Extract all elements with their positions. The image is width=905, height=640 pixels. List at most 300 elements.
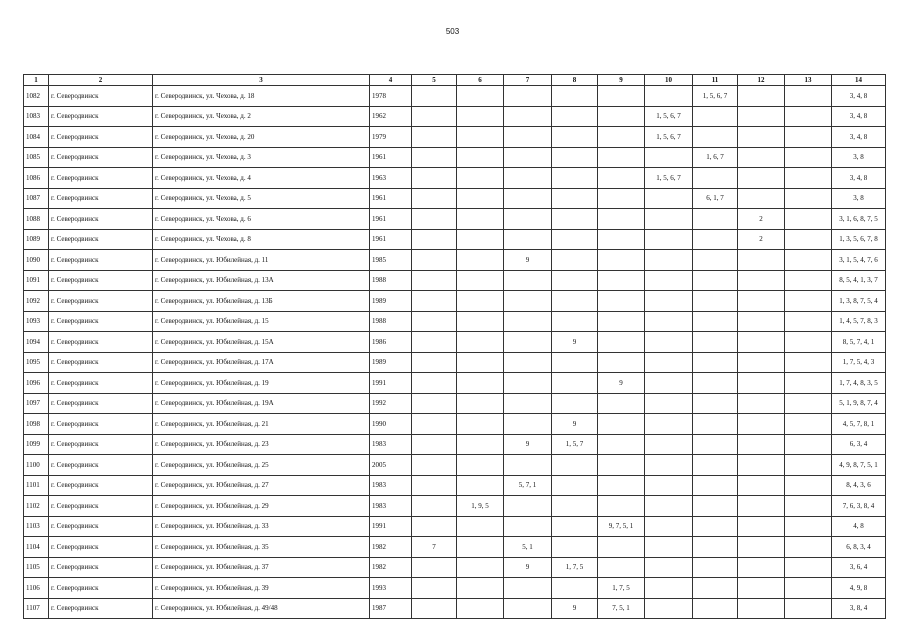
table-cell-col-6 (457, 578, 504, 599)
table-cell-col-6 (457, 434, 504, 455)
table-cell-col-6 (457, 373, 504, 394)
page-number: 503 (445, 27, 460, 36)
table-cell-col-6 (457, 147, 504, 168)
table-cell-col-3: г. Северодвинск, ул. Чехова, д. 20 (153, 127, 370, 148)
table-cell-col-12 (738, 311, 785, 332)
table-cell-col-12 (738, 352, 785, 373)
table-cell-col-10 (645, 557, 693, 578)
table-cell-col-9: 7, 5, 1 (598, 598, 645, 619)
table-cell-col-12 (738, 250, 785, 271)
table-cell-col-5 (412, 496, 457, 517)
table-cell-col-14: 1, 3, 8, 7, 5, 4 (832, 291, 886, 312)
table-cell-col-7: 9 (504, 434, 552, 455)
table-row (24, 311, 886, 332)
table-cell-col-10 (645, 578, 693, 599)
table-cell-col-5 (412, 578, 457, 599)
table-cell-col-1: 1094 (24, 332, 49, 353)
table-cell-col-7 (504, 127, 552, 148)
table-cell-col-6 (457, 168, 504, 189)
table-cell-col-7 (504, 373, 552, 394)
table-cell-col-3: г. Северодвинск, ул. Юбилейная, д. 19А (153, 393, 370, 414)
table-cell-col-1: 1084 (24, 127, 49, 148)
table-cell-col-1: 1104 (24, 537, 49, 558)
table-cell-col-10 (645, 209, 693, 230)
table-cell-col-7 (504, 311, 552, 332)
table-cell-col-1: 1102 (24, 496, 49, 517)
table-cell-col-8 (552, 188, 598, 209)
column-header-8: 8 (552, 75, 598, 86)
table-cell-col-12 (738, 537, 785, 558)
table-cell-col-1: 1107 (24, 598, 49, 619)
table-cell-col-1: 1087 (24, 188, 49, 209)
table-cell-col-13 (785, 127, 832, 148)
table-cell-col-9 (598, 557, 645, 578)
table-cell-col-1: 1082 (24, 86, 49, 107)
table-cell-col-7 (504, 188, 552, 209)
table-row (24, 168, 886, 189)
table-cell-col-7 (504, 291, 552, 312)
table-row (24, 270, 886, 291)
table-cell-col-7: 9 (504, 250, 552, 271)
table-cell-col-9 (598, 147, 645, 168)
table-cell-col-14: 1, 4, 5, 7, 8, 3 (832, 311, 886, 332)
table-row (24, 434, 886, 455)
table-cell-col-4: 1961 (370, 188, 412, 209)
table-cell-col-12: 2 (738, 229, 785, 250)
table-cell-col-7 (504, 270, 552, 291)
table-cell-col-9 (598, 434, 645, 455)
table-cell-col-2: г. Северодвинск (49, 188, 153, 209)
table-cell-col-1: 1090 (24, 250, 49, 271)
column-header-13: 13 (785, 75, 832, 86)
table-cell-col-7: 5, 7, 1 (504, 475, 552, 496)
table-cell-col-9 (598, 168, 645, 189)
table-cell-col-4: 1990 (370, 414, 412, 435)
table-cell-col-13 (785, 516, 832, 537)
table-cell-col-5 (412, 352, 457, 373)
table-cell-col-13 (785, 414, 832, 435)
table-cell-col-9 (598, 393, 645, 414)
table-cell-col-13 (785, 147, 832, 168)
table-cell-col-2: г. Северодвинск (49, 434, 153, 455)
table-cell-col-8 (552, 352, 598, 373)
table-cell-col-2: г. Северодвинск (49, 250, 153, 271)
table-cell-col-1: 1095 (24, 352, 49, 373)
column-header-11: 11 (693, 75, 738, 86)
table-cell-col-2: г. Северодвинск (49, 557, 153, 578)
table-row (24, 393, 886, 414)
table-cell-col-10 (645, 352, 693, 373)
table-cell-col-6 (457, 455, 504, 476)
table-cell-col-2: г. Северодвинск (49, 373, 153, 394)
table-cell-col-11 (693, 168, 738, 189)
table-cell-col-7 (504, 516, 552, 537)
column-header-7: 7 (504, 75, 552, 86)
table-cell-col-2: г. Северодвинск (49, 270, 153, 291)
table-cell-col-3: г. Северодвинск, ул. Чехова, д. 6 (153, 209, 370, 230)
table-cell-col-7 (504, 168, 552, 189)
column-header-14: 14 (832, 75, 886, 86)
table-row (24, 475, 886, 496)
table-cell-col-13 (785, 311, 832, 332)
column-header-5: 5 (412, 75, 457, 86)
table-cell-col-6 (457, 291, 504, 312)
table-cell-col-10 (645, 229, 693, 250)
table-cell-col-14: 6, 8, 3, 4 (832, 537, 886, 558)
table-cell-col-10 (645, 188, 693, 209)
table-cell-col-9 (598, 229, 645, 250)
table-cell-col-3: г. Северодвинск, ул. Юбилейная, д. 49/48 (153, 598, 370, 619)
table-cell-col-12 (738, 168, 785, 189)
table-cell-col-4: 1982 (370, 537, 412, 558)
table-cell-col-14: 3, 4, 8 (832, 106, 886, 127)
table-cell-col-4: 1991 (370, 516, 412, 537)
table-cell-col-2: г. Северодвинск (49, 291, 153, 312)
table-cell-col-5 (412, 332, 457, 353)
table-cell-col-12 (738, 516, 785, 537)
table-cell-col-2: г. Северодвинск (49, 475, 153, 496)
table-cell-col-11: 6, 1, 7 (693, 188, 738, 209)
table-cell-col-2: г. Северодвинск (49, 332, 153, 353)
table-cell-col-6 (457, 598, 504, 619)
table-cell-col-7 (504, 86, 552, 107)
table-cell-col-12 (738, 86, 785, 107)
table-cell-col-12 (738, 557, 785, 578)
table-cell-col-4: 1963 (370, 168, 412, 189)
table-cell-col-4: 1989 (370, 352, 412, 373)
table-cell-col-9: 9, 7, 5, 1 (598, 516, 645, 537)
table-row (24, 578, 886, 599)
table-cell-col-8 (552, 270, 598, 291)
table-cell-col-3: г. Северодвинск, ул. Юбилейная, д. 39 (153, 578, 370, 599)
table-cell-col-13 (785, 332, 832, 353)
table-cell-col-5: 7 (412, 537, 457, 558)
table-cell-col-10 (645, 496, 693, 517)
table-cell-col-1: 1088 (24, 209, 49, 230)
registry-table (23, 74, 886, 619)
table-cell-col-12 (738, 291, 785, 312)
table-cell-col-5 (412, 311, 457, 332)
table-cell-col-3: г. Северодвинск, ул. Юбилейная, д. 13Б (153, 291, 370, 312)
table-cell-col-9 (598, 537, 645, 558)
column-header-9: 9 (598, 75, 645, 86)
table-cell-col-4: 1982 (370, 557, 412, 578)
table-cell-col-13 (785, 537, 832, 558)
table-cell-col-10 (645, 373, 693, 394)
table-cell-col-7 (504, 332, 552, 353)
table-cell-col-14: 7, 6, 3, 8, 4 (832, 496, 886, 517)
column-header-2: 2 (49, 75, 153, 86)
table-cell-col-1: 1096 (24, 373, 49, 394)
table-cell-col-5 (412, 475, 457, 496)
table-cell-col-6 (457, 393, 504, 414)
table-cell-col-8 (552, 537, 598, 558)
table-cell-col-2: г. Северодвинск (49, 168, 153, 189)
table-cell-col-5 (412, 188, 457, 209)
table-cell-col-2: г. Северодвинск (49, 414, 153, 435)
table-cell-col-3: г. Северодвинск, ул. Юбилейная, д. 23 (153, 434, 370, 455)
table-cell-col-6 (457, 106, 504, 127)
table-cell-col-10 (645, 598, 693, 619)
table-cell-col-12 (738, 106, 785, 127)
table-cell-col-3: г. Северодвинск, ул. Чехова, д. 3 (153, 147, 370, 168)
table-cell-col-6 (457, 188, 504, 209)
table-cell-col-10 (645, 455, 693, 476)
table-cell-col-14: 5, 1, 9, 8, 7, 4 (832, 393, 886, 414)
table-cell-col-12 (738, 127, 785, 148)
table-cell-col-8 (552, 496, 598, 517)
table-cell-col-3: г. Северодвинск, ул. Юбилейная, д. 25 (153, 455, 370, 476)
table-cell-col-4: 1987 (370, 598, 412, 619)
table-row (24, 414, 886, 435)
table-cell-col-9 (598, 86, 645, 107)
table-row (24, 188, 886, 209)
table-cell-col-8 (552, 168, 598, 189)
table-cell-col-9 (598, 209, 645, 230)
table-cell-col-10 (645, 537, 693, 558)
table-cell-col-11 (693, 311, 738, 332)
table-cell-col-12 (738, 373, 785, 394)
table-cell-col-13 (785, 393, 832, 414)
table-cell-col-13 (785, 455, 832, 476)
table-cell-col-11 (693, 598, 738, 619)
table-row (24, 352, 886, 373)
table-cell-col-1: 1093 (24, 311, 49, 332)
table-cell-col-5 (412, 291, 457, 312)
table-cell-col-12 (738, 475, 785, 496)
table-cell-col-1: 1105 (24, 557, 49, 578)
table-cell-col-8 (552, 127, 598, 148)
table-row (24, 106, 886, 127)
table-cell-col-11 (693, 557, 738, 578)
table-cell-col-11 (693, 393, 738, 414)
table-cell-col-6 (457, 229, 504, 250)
column-header-6: 6 (457, 75, 504, 86)
table-cell-col-8: 9 (552, 598, 598, 619)
column-header-10: 10 (645, 75, 693, 86)
table-cell-col-9 (598, 332, 645, 353)
table-cell-col-11 (693, 516, 738, 537)
table-cell-col-8 (552, 393, 598, 414)
table-cell-col-11 (693, 537, 738, 558)
table-cell-col-3: г. Северодвинск, ул. Юбилейная, д. 19 (153, 373, 370, 394)
table-cell-col-13 (785, 209, 832, 230)
table-cell-col-13 (785, 250, 832, 271)
table-cell-col-5 (412, 414, 457, 435)
table-cell-col-4: 1983 (370, 434, 412, 455)
table-cell-col-11 (693, 455, 738, 476)
table-cell-col-7: 5, 1 (504, 537, 552, 558)
table-cell-col-8 (552, 147, 598, 168)
table-cell-col-9 (598, 291, 645, 312)
table-cell-col-7 (504, 414, 552, 435)
table-cell-col-14: 1, 7, 5, 4, 3 (832, 352, 886, 373)
table-cell-col-14: 3, 1, 6, 8, 7, 5 (832, 209, 886, 230)
table-cell-col-12 (738, 393, 785, 414)
column-header-3: 3 (153, 75, 370, 86)
table-cell-col-13 (785, 434, 832, 455)
table-cell-col-2: г. Северодвинск (49, 537, 153, 558)
table-cell-col-13 (785, 598, 832, 619)
table-cell-col-3: г. Северодвинск, ул. Юбилейная, д. 15 (153, 311, 370, 332)
table-cell-col-2: г. Северодвинск (49, 311, 153, 332)
table-cell-col-13 (785, 557, 832, 578)
table-cell-col-1: 1083 (24, 106, 49, 127)
table-cell-col-14: 8, 4, 3, 6 (832, 475, 886, 496)
table-cell-col-4: 1988 (370, 270, 412, 291)
table-cell-col-7 (504, 147, 552, 168)
table-cell-col-14: 1, 3, 5, 6, 7, 8 (832, 229, 886, 250)
table-cell-col-10 (645, 393, 693, 414)
table-cell-col-11 (693, 106, 738, 127)
column-header-12: 12 (738, 75, 785, 86)
table-row (24, 496, 886, 517)
column-header-4: 4 (370, 75, 412, 86)
table-cell-col-12 (738, 578, 785, 599)
table-cell-col-4: 1961 (370, 229, 412, 250)
table-cell-col-11 (693, 209, 738, 230)
table-cell-col-8: 1, 7, 5 (552, 557, 598, 578)
table-cell-col-10 (645, 147, 693, 168)
table-cell-col-9 (598, 414, 645, 435)
table-cell-col-2: г. Северодвинск (49, 393, 153, 414)
table-cell-col-11 (693, 496, 738, 517)
table-cell-col-12 (738, 188, 785, 209)
table-cell-col-12 (738, 496, 785, 517)
table-cell-col-13 (785, 291, 832, 312)
table-cell-col-10 (645, 516, 693, 537)
table-cell-col-9: 1, 7, 5 (598, 578, 645, 599)
table-cell-col-10: 1, 5, 6, 7 (645, 106, 693, 127)
table-cell-col-10: 1, 5, 6, 7 (645, 127, 693, 148)
table-cell-col-11 (693, 352, 738, 373)
table-cell-col-11 (693, 373, 738, 394)
table-cell-col-10 (645, 270, 693, 291)
table-cell-col-1: 1097 (24, 393, 49, 414)
table-cell-col-1: 1086 (24, 168, 49, 189)
table-cell-col-11 (693, 332, 738, 353)
table-cell-col-6 (457, 537, 504, 558)
table-cell-col-4: 1993 (370, 578, 412, 599)
table-cell-col-12: 2 (738, 209, 785, 230)
table-cell-col-7 (504, 393, 552, 414)
table-row (24, 537, 886, 558)
table-cell-col-5 (412, 516, 457, 537)
table-cell-col-8 (552, 86, 598, 107)
table-cell-col-4: 1988 (370, 311, 412, 332)
table-cell-col-9 (598, 496, 645, 517)
table-cell-col-3: г. Северодвинск, ул. Чехова, д. 8 (153, 229, 370, 250)
table-cell-col-10 (645, 332, 693, 353)
table-cell-col-11 (693, 229, 738, 250)
table-cell-col-9 (598, 270, 645, 291)
table-cell-col-5 (412, 229, 457, 250)
table-cell-col-14: 3, 4, 8 (832, 127, 886, 148)
table-cell-col-5 (412, 393, 457, 414)
table-cell-col-8: 9 (552, 414, 598, 435)
table-cell-col-1: 1099 (24, 434, 49, 455)
table-cell-col-4: 1978 (370, 86, 412, 107)
table-cell-col-3: г. Северодвинск, ул. Юбилейная, д. 21 (153, 414, 370, 435)
table-cell-col-7 (504, 578, 552, 599)
table-cell-col-6 (457, 209, 504, 230)
table-cell-col-13 (785, 352, 832, 373)
table-cell-col-7 (504, 106, 552, 127)
table-cell-col-6 (457, 311, 504, 332)
table-cell-col-3: г. Северодвинск, ул. Юбилейная, д. 37 (153, 557, 370, 578)
table-cell-col-2: г. Северодвинск (49, 352, 153, 373)
table-cell-col-10 (645, 434, 693, 455)
table-cell-col-9 (598, 188, 645, 209)
table-cell-col-14: 8, 5, 4, 1, 3, 7 (832, 270, 886, 291)
table-cell-col-2: г. Северодвинск (49, 455, 153, 476)
table-cell-col-2: г. Северодвинск (49, 127, 153, 148)
table-cell-col-13 (785, 229, 832, 250)
table-cell-col-5 (412, 106, 457, 127)
table-cell-col-8 (552, 291, 598, 312)
table-cell-col-8 (552, 209, 598, 230)
table-cell-col-5 (412, 147, 457, 168)
table-cell-col-5 (412, 434, 457, 455)
table-cell-col-4: 1979 (370, 127, 412, 148)
table-cell-col-5 (412, 250, 457, 271)
table-cell-col-5 (412, 86, 457, 107)
table-cell-col-9 (598, 106, 645, 127)
table-cell-col-9 (598, 250, 645, 271)
table-cell-col-2: г. Северодвинск (49, 86, 153, 107)
table-body (24, 86, 886, 619)
table-cell-col-10 (645, 475, 693, 496)
table-cell-col-10 (645, 86, 693, 107)
table-cell-col-6 (457, 475, 504, 496)
table-cell-col-5 (412, 127, 457, 148)
table-row (24, 229, 886, 250)
table-row (24, 557, 886, 578)
table-cell-col-14: 3, 4, 8 (832, 86, 886, 107)
table-cell-col-4: 1961 (370, 209, 412, 230)
table-cell-col-13 (785, 475, 832, 496)
table-cell-col-11 (693, 475, 738, 496)
table-row (24, 516, 886, 537)
table-row (24, 250, 886, 271)
table-cell-col-13 (785, 106, 832, 127)
table-cell-col-1: 1085 (24, 147, 49, 168)
table-cell-col-2: г. Северодвинск (49, 147, 153, 168)
table-cell-col-11 (693, 127, 738, 148)
table-cell-col-10 (645, 250, 693, 271)
table-cell-col-12 (738, 455, 785, 476)
table-row (24, 332, 886, 353)
table-cell-col-6 (457, 332, 504, 353)
table-cell-col-4: 1989 (370, 291, 412, 312)
table-cell-col-14: 4, 8 (832, 516, 886, 537)
table-cell-col-4: 1991 (370, 373, 412, 394)
table-cell-col-4: 1992 (370, 393, 412, 414)
table-cell-col-11 (693, 414, 738, 435)
table-cell-col-12 (738, 270, 785, 291)
table-cell-col-14: 3, 1, 5, 4, 7, 6 (832, 250, 886, 271)
table-cell-col-6: 1, 9, 5 (457, 496, 504, 517)
table-cell-col-1: 1092 (24, 291, 49, 312)
table-cell-col-7 (504, 598, 552, 619)
table-cell-col-9 (598, 455, 645, 476)
table-cell-col-8 (552, 250, 598, 271)
table-cell-col-12 (738, 434, 785, 455)
table-cell-col-6 (457, 127, 504, 148)
table-cell-col-6 (457, 557, 504, 578)
table-row (24, 598, 886, 619)
table-cell-col-1: 1101 (24, 475, 49, 496)
